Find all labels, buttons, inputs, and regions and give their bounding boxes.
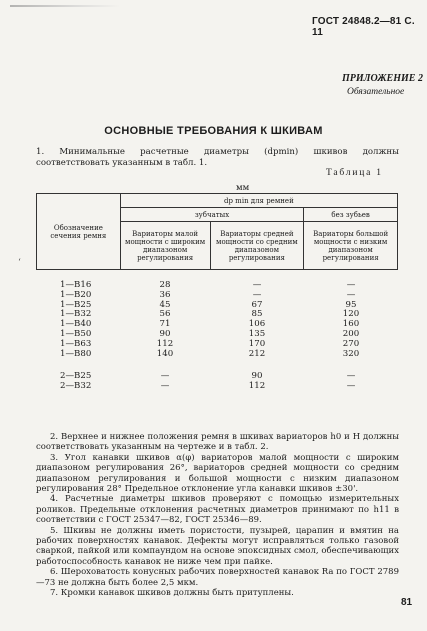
row-medium: 212 (248, 348, 266, 359)
row-section: 1—В25 (60, 299, 92, 310)
row-high: — (346, 280, 356, 290)
row-high: 160 (342, 319, 360, 330)
page-number: 81 (401, 597, 413, 608)
row-low: 71 (159, 319, 171, 330)
row-medium: 170 (248, 338, 266, 349)
row-low: 112 (156, 338, 174, 349)
note-2: 2. Верхнее и нижнее положения ремня в шкивах вариаторов h0 и H должны соответствовать указанным на чертеже и в табл. 2. (36, 432, 399, 453)
diameter-table-header (36, 193, 398, 270)
note-5: 5. Шкивы не должны иметь пористости, пузырей, царапин и вмятин на рабочих поверхностях канавок. Дефекты могут исправляться только газовой сваркой, пайкой или компаундом на основе эпоксидных смол, обеспечивающих работоспособность канавок не ниже чем при пайке. (36, 525, 399, 567)
row-section: 2—В32 (60, 381, 92, 392)
row-high: — (346, 289, 356, 300)
note-6: 6. Шероховатость конусных рабочих поверхностей канавок Ra по ГОСТ 2789—73 не должна быть более 2,5 мкм. (36, 567, 399, 588)
section-title: ОСНОВНЫЕ ТРЕБОВАНИЯ К ШКИВАМ (104, 125, 323, 137)
header-toothless: без зубьев (304, 208, 398, 222)
table-row (36, 382, 398, 392)
row-section: 1—В63 (60, 338, 92, 349)
row-medium: 90 (251, 371, 263, 382)
table-label: Таблица 1 (326, 168, 383, 178)
row-high: 270 (342, 338, 360, 349)
row-low: 28 (159, 280, 171, 290)
notes-block (36, 432, 399, 599)
row-high: 95 (345, 299, 357, 310)
scan-smudge (10, 5, 120, 7)
note-7: 7. Кромки канавок шкивов должны быть притуплены. (50, 588, 294, 599)
diameter-table-body (36, 281, 398, 392)
row-low: 45 (159, 299, 171, 310)
row-high: 120 (342, 309, 360, 320)
row-section: 1—В20 (60, 289, 92, 300)
header-high-power: Вариаторы большой мощности с низким диапазоном регулирования (304, 222, 398, 270)
row-low: 90 (159, 328, 171, 339)
table-unit: мм (236, 183, 250, 193)
row-section: 1—В32 (60, 309, 92, 320)
row-medium: 85 (251, 309, 263, 320)
note-3: 3. Угол канавки шкивов α(φ) вариаторов малой мощности с широким диапазоном регулирования 26°, вариаторов средней мощности со средним диапазоном регулирования и большой мощности с низким диапазоном регулирования 28° Предельное отклонение угла канавки шкивов ±30'. (36, 452, 399, 495)
row-section: 1—В50 (60, 328, 92, 339)
row-section: 2—В25 (60, 371, 92, 382)
appendix-subtitle: Обязательное (347, 87, 405, 97)
row-medium: — (252, 280, 262, 290)
row-medium: — (252, 289, 262, 300)
standard-header: ГОСТ 24848.2—81 С. 11 (312, 16, 415, 38)
row-medium: 106 (248, 319, 266, 330)
row-low: — (160, 381, 170, 392)
row-medium: 135 (248, 328, 266, 339)
row-high: 200 (342, 328, 360, 339)
row-low: — (160, 371, 170, 382)
row-high: — (346, 381, 356, 392)
row-low: 36 (159, 289, 171, 300)
header-low-power: Вариаторы малой мощности с широким диапазоном регулирования (120, 222, 210, 270)
note-4: 4. Расчетные диаметры шкивов проверяют с помощью измерительных роликов. Предельные отклонения расчетных диаметров принимают по h11 в соответствии с ГОСТ 25347—82, ГОСТ 25346—89. (36, 494, 399, 526)
intro-paragraph: 1. Минимальные расчетные диаметры (dpmin) шкивов должны соответствовать указанным в табл. 1. (36, 147, 399, 168)
header-medium-power: Вариаторы средней мощности со средним диапазоном регулирования (210, 222, 304, 270)
row-low: 140 (156, 348, 174, 359)
header-toothed: зубчатых (120, 208, 304, 222)
row-section: 1—В40 (60, 319, 92, 330)
appendix-title: ПРИЛОЖЕНИЕ 2 (342, 73, 423, 84)
header-dmin: dp min для ремней (120, 194, 397, 208)
table-row (36, 350, 398, 360)
row-section: 1—В16 (60, 280, 92, 290)
row-medium: 67 (251, 299, 263, 310)
header-belt-section: Обозначение сечения ремня (37, 194, 121, 270)
row-high: 320 (342, 348, 360, 359)
row-high: — (346, 371, 356, 382)
row-low: 56 (159, 309, 171, 320)
margin-mark: ‘ (18, 258, 21, 268)
row-section: 1—В80 (60, 348, 92, 359)
row-medium: 112 (248, 381, 266, 392)
